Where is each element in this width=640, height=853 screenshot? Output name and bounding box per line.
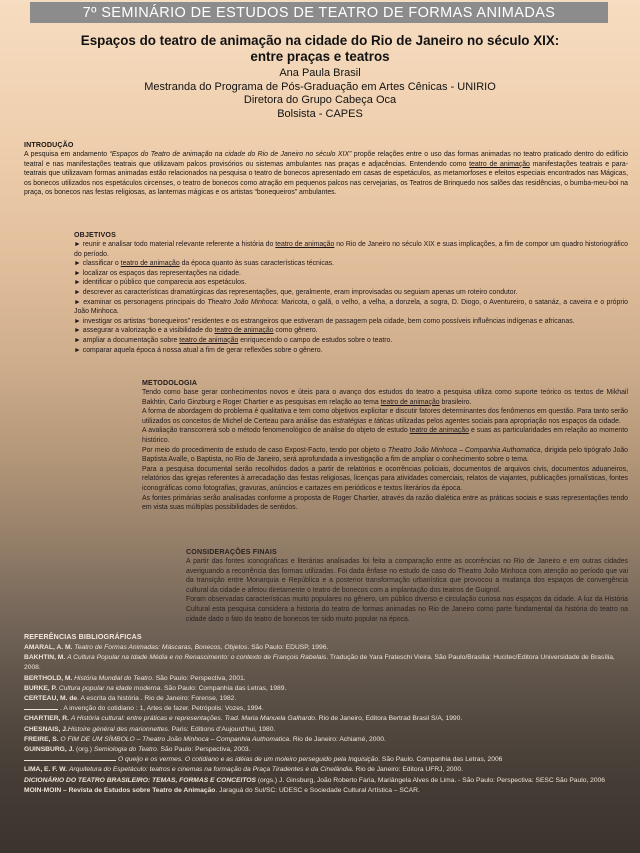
- objective-item: ► reunir e analisar todo material relevante referente a história do teatro de animação no Rio de Janeiro no século XIX e suas implicações, a fim de compor um quadro historiográfico do período.: [74, 241, 628, 258]
- section-heading-referencias: REFERÊNCIAS BIBLIOGRÁFICAS: [24, 633, 142, 641]
- reference-item: BURKE, P. Cultura popular na idade moderna. São Paulo: Companhia das Letras, 1989.: [24, 684, 287, 692]
- objective-item: ► assegurar a valorização e a visibilidade do teatro de animação como gênero.: [74, 327, 318, 335]
- page-title-line2: entre praças e teatros: [250, 49, 390, 64]
- references-list: [24, 643, 632, 796]
- section-referencias: [24, 633, 632, 796]
- objective-item: ► investigar os artistas “bonequeiros” residentes e os estrangeiros que estiveram de passagem pela cidade, bem como possíveis influências indígenas e africanas.: [74, 317, 575, 325]
- section-heading-objetivos: OBJETIVOS: [74, 231, 116, 239]
- author-funding: Bolsista - CAPES: [277, 107, 363, 120]
- reference-item: LIMA, E. F. W. Arquitetura do Espetáculo: teatros e cinemas na formação da Praça Tiradentes e da Cinelândia. Rio de Janeiro: Editora UFRJ, 2000.: [24, 766, 463, 774]
- page-title: [30, 33, 610, 65]
- reference-item: CERTEAU, M. de. A escrita da história . Rio de Janeiro: Forense, 1982.: [24, 695, 237, 703]
- bullet-marker-icon: ►: [74, 279, 83, 287]
- objective-item: ► descrever as características dramatúrgicas das representações, que, geralmente, eram improvisadas ou seguiam apenas um roteiro condutor.: [74, 288, 518, 296]
- reference-item: DICIONÁRIO DO TEATRO BRASILEIRO: TEMAS, FORMAS E CONCEITOS (orgs.) J. Ginsburg, João Roberto Faria, Mariângela Alves de Lima. - São Paulo: Perspectiva: SESC São Paulo, 2006: [24, 776, 606, 784]
- reference-item: BAKHTIN, M. A Cultura Popular na Idade Média e no Renascimento: o contexto de François Rabelais. Tradução de Yara Frateschi Vieira. São Paulo/Brasília: Hucitec/Editora Universidade de Brasília, 2008.: [24, 654, 615, 672]
- reference-item: MOIN-MOIN – Revista de Estudos sobre Teatro de Animação. Jaraguá do Sul/SC: UDESC e Sociedade Cultural Artística – SCAR.: [24, 786, 420, 794]
- section-heading-consideracoes: CONSIDERAÇÕES FINAIS: [186, 548, 277, 556]
- reference-item: FREIRE, S. O FIM DE UM SÍMBOLO – Theatro João Minhoca – Companhia Authomatica. Rio de Janeiro: Achiamé, 2000.: [24, 735, 386, 743]
- reference-item: O queijo e os vermes. O cotidiano e as idéias de um moleiro perseguido pela Inquisição. São Paulo. Companhia das Letras, 2006: [24, 755, 632, 765]
- paragraph: A pesquisa em andamento “Espaços do Teatro de animação na cidade do Rio de Janeiro no século XIX” propõe relações entre o uso das formas animadas no teatro praticado dentro do edifício teatral e nas manifestações teatrais que utilizavam palcos provisórios ou sistemas ambulantes nas praças e adjacências. Entendendo como teatro de animação manifestações teatrais e para-teatrais que utilizavam formas animadas estão relacionados na pesquisa o teatro de bonecos apresentado em casas de espetáculos, as metamorfoses e efeitos especiais encontrados nas Mágicas, os bonecos utilizados nos espetáculos circenses, o teatro de bonecos como atração em pequenos palcos nas cervejarias, os Teatros de Brinquedo nos salões das residências, o bumba-meu-boi na praça, os bonecos nas festas religiosas, as lanternas mágicas e os artistas “bonequeiros” ambulantes.: [24, 151, 629, 197]
- objective-item: ► comparar aquela época á nossa atual a fim de gerar reflexões sobre o gênero.: [74, 346, 323, 354]
- reference-item: CHARTIER, R. A História cultural: entre práticas e representações. Trad. Maria Manuela Galhardo. Rio de Janeiro, Editora Bertrad Brasil S/A, 1990.: [24, 715, 463, 723]
- section-heading-introducao: INTRODUÇÃO: [24, 141, 74, 149]
- paragraph: A partir das fontes iconográficas e literárias analisadas foi feita a comparação entre as ocorrências no Rio de Janeiro e em outras cidades averiguando a recorrência das formas utilizadas. Foi dada ênfase no estudo de caso do Theatro João Minhoca com atenção ao período que vai da transição entre Monarquia e República e a posterior transformação urbanística que provocou a mudança dos espaços de convergência cultural da cidade e afetou diretamente o teatro de bonecos com a implantação dos teatros de Guignol.: [186, 558, 628, 594]
- introducao-body: [24, 150, 628, 198]
- bullet-marker-icon: ►: [74, 288, 83, 296]
- reference-item: BERTHOLD, M. História Mundial do Teatro. São Paulo: Perspectiva, 2001.: [24, 674, 246, 682]
- reference-item: CHESNAIS, J.Histoire général des marionnettes. Paris: Editions d’Aujourd’hui, 1980.: [24, 725, 276, 733]
- bullet-marker-icon: ►: [74, 241, 83, 248]
- paragraph: Para a pesquisa documental serão recolhidos dados a partir de relatórios e ocorrências policiais, documentos de arquivos civis, documentos aduaneiros, relatórios das igrejas referentes à arrecadação das festas religiosas, licenças para atividades comerciais, relatos de viajantes, publicações jornalísticas, fontes iconográficas como fotografias, gravuras, anúncios e cartazes em periódicos e textos literários da época.: [142, 465, 628, 492]
- objective-item: ► identificar o público que comparecia aos espetáculos.: [74, 279, 247, 287]
- title-block: [0, 33, 640, 121]
- seminar-banner-text: 7º SEMINÁRIO DE ESTUDOS DE TEATRO DE FORMAS ANIMADAS: [82, 4, 556, 21]
- paragraph: Por meio do procedimento de estudo de caso Expost-Facto, tendo por objeto o Theatro João Minhoca – Companhia Authomatica, dirigida pelo tipógrafo João Baptista Avalle, o Baptista, no Rio de Janeiro, será aprofundada a investigação a fim de ampliar o conhecimento sobre o tema.: [142, 446, 628, 464]
- section-heading-metodologia: METODOLOGIA: [142, 379, 198, 387]
- section-introducao: [24, 141, 628, 198]
- repeated-author-dash: [24, 755, 116, 761]
- paragraph: As fontes primárias serão analisadas conforme a proposta de Roger Chartier, através da razão dialética entre as práticas sociais e suas representações tendo em vista suas múltiplas possibilidades de sentidos.: [142, 494, 628, 512]
- metodologia-body: [142, 388, 628, 513]
- repeated-author-dash: [24, 704, 58, 710]
- section-metodologia: [142, 379, 628, 513]
- author-name: Ana Paula Brasil: [279, 67, 361, 79]
- bullet-marker-icon: ►: [74, 327, 83, 335]
- bullet-marker-icon: ►: [74, 346, 83, 354]
- section-objetivos: [74, 231, 628, 355]
- bullet-marker-icon: ►: [74, 269, 83, 277]
- objective-item: ► localizar os espaços das representações na cidade.: [74, 269, 241, 277]
- bullet-marker-icon: ►: [74, 298, 84, 306]
- bullet-marker-icon: ►: [74, 317, 83, 325]
- paragraph: A forma de abordagem do problema é qualitativa e tem como objetivos explicitar e discutir fatores determinantes dos fenômenos em questão. Para tanto serão utilizados os conceitos de Michel de Certeau para análise das estratégias e táticas utilizadas pelos agentes sociais para apropriação nos espaços da cidade.: [142, 408, 628, 425]
- page-title-line1: Espaços do teatro de animação na cidade do Rio de Janeiro no século XIX:: [80, 33, 560, 48]
- bullet-marker-icon: ►: [74, 260, 83, 268]
- reference-item: . A invenção do cotidiano : 1, Artes de fazer. Petrópolis: Vozes, 1994.: [24, 704, 632, 714]
- paragraph: A avaliação transcorrerá sob o método fenomenológico de análise do objeto de estudo teatro de animação e suas as particularidades em relação ao momento histórico.: [142, 427, 629, 444]
- objective-item: ► examinar os personagens principais do Theatro João Minhoca: Maricota, o galã, o velho, a velha, a donzela, a sogra, D. Diogo, o Aventureiro, o satanáz, a caveira e o próprio João Minhoca.: [74, 298, 628, 316]
- paragraph: Foram observadas características muito populares no gênero, um público diverso e circulação curiosa nos espaços da cidade. A luz da História Cultural esta pesquisa considera a historia do teatro de formas animadas no Rio de Janeiro como parte fundamental da história do teatro na cidade dado o fato do teatro de bonecos ter sido muito popular na época.: [186, 596, 628, 623]
- section-consideracoes-finais: [186, 548, 628, 624]
- objective-item: ► classificar o teatro de animação da época quanto às suas características técnicas.: [74, 260, 335, 268]
- objetivos-list: [74, 240, 628, 355]
- paragraph: Tendo como base gerar conhecimentos novos e úteis para o avanço dos estudos do teatro a pesquisa utiliza como suporte teórico os textos de Mikhail Bakhtin, Carlo Ginzburg e Roger Chartier e as pesquisas em relação ao tema teatro de animação brasileiro.: [142, 389, 628, 406]
- consideracoes-body: [186, 557, 628, 624]
- seminar-banner: [30, 2, 608, 23]
- bullet-marker-icon: ►: [74, 336, 83, 344]
- reference-item: AMARAL, A. M. Teatro de Formas Animadas: Máscaras, Bonecos, Objetos. São Paulo: EDUSP, 1996.: [24, 644, 329, 651]
- author-affiliation: Mestranda do Programa de Pós-Graduação em Artes Cênicas - UNIRIO: [144, 80, 496, 93]
- author-role: Diretora do Grupo Cabeça Oca: [243, 94, 397, 106]
- reference-item: GUINSBURG, J. (org.) Semiologia do Teatro. São Paulo: Perspectiva, 2003.: [24, 746, 251, 754]
- objective-item: ► ampliar a documentação sobre teatro de animação enriquecendo o campo de estudos sobre o teatro.: [74, 336, 393, 344]
